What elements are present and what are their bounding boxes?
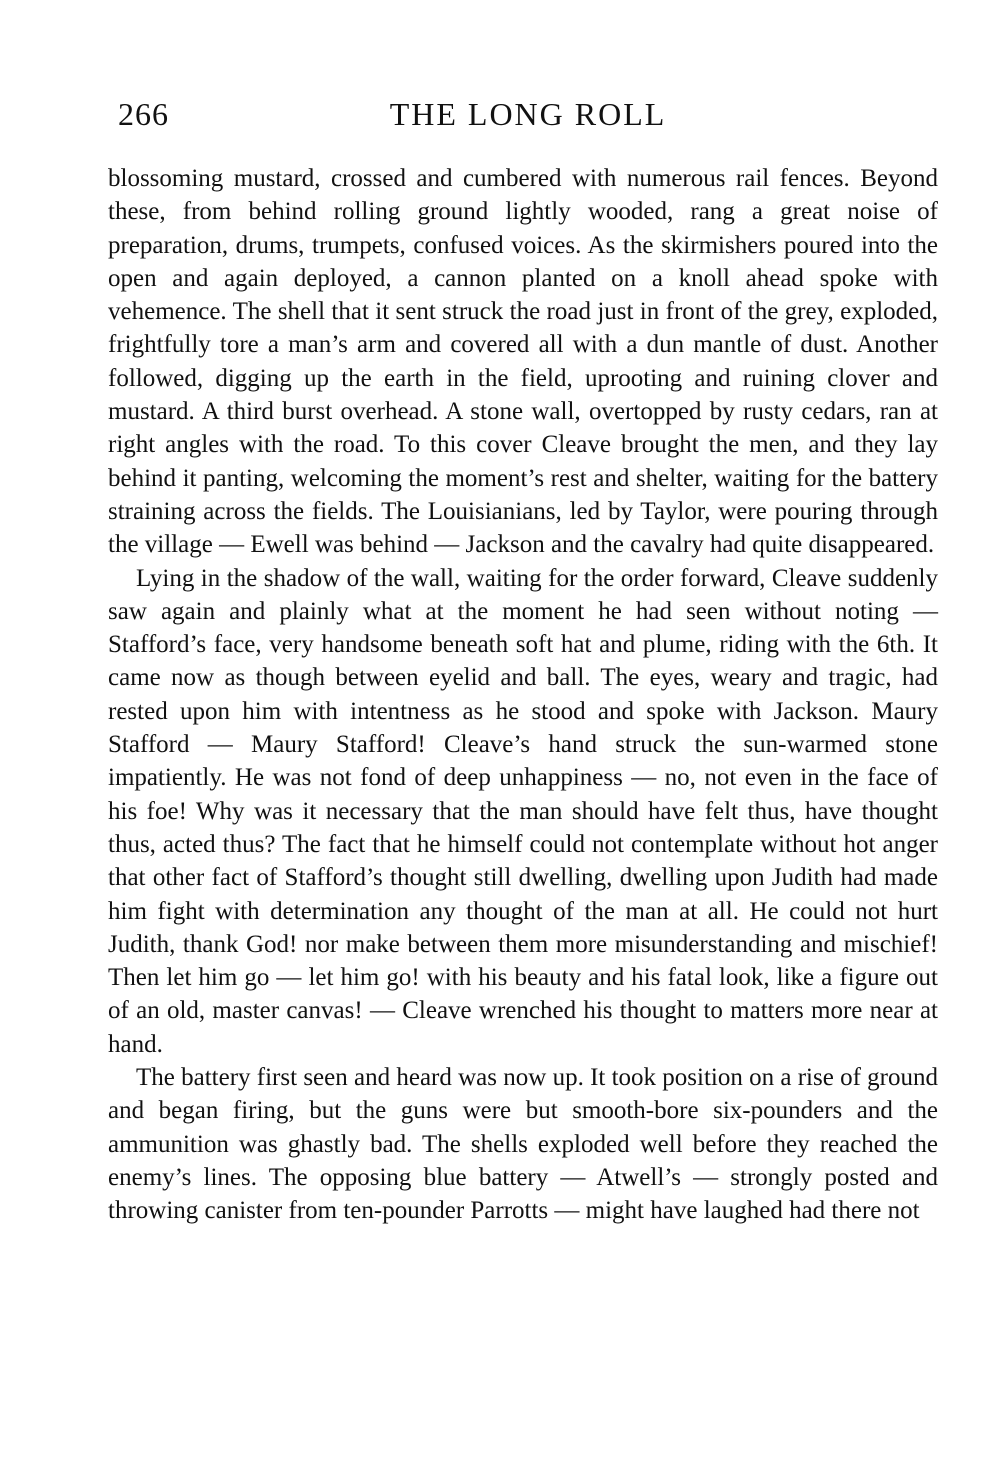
page-header <box>118 96 938 140</box>
paragraph-1: blossoming mustard, crossed and cumbered with numerous rail fences. Beyond these, from behind rolling ground lightly wooded, rang a great noise of preparation, drums, trumpets, confused voices. As the skirmishers poured into the open and again deployed, a cannon planted on a knoll ahead spoke with vehemence. The shell that it sent struck the road just in front of the grey, exploded, frightfully tore a man’s arm and covered all with a dun mantle of dust. Another followed, digging up the earth in the field, uprooting and ruining clover and mustard. A third burst overhead. A stone wall, overtopped by rusty cedars, ran at right angles with the road. To this cover Cleave brought the men, and they lay behind it panting, welcoming the moment’s rest and shelter, waiting for the battery straining across the fields. The Louisianians, led by Taylor, were pouring through the village — Ewell was behind — Jackson and the cavalry had quite disappeared. <box>108 165 938 559</box>
body-text <box>108 162 938 1228</box>
paragraph-2: Lying in the shadow of the wall, waiting for the order forward, Cleave suddenly saw again and plainly what at the moment he had seen without noting — Stafford’s face, very handsome beneath soft hat and plume, riding with the 6th. It came now as though between eyelid and ball. The eyes, weary and tragic, had rested upon him with intentness as he stood and spoke with Jackson. Maury Stafford — Maury Stafford! Cleave’s hand struck the sun-warmed stone impatiently. He was not fond of deep unhappiness — no, not even in the face of his foe! Why was it necessary that the man should have felt thus, have thought thus, acted thus? The fact that he himself could not contemplate without hot anger that other fact of Stafford’s thought still dwelling, dwelling upon Judith had made him fight with determination any thought of the man at all. He could not hurt Judith, thank God! nor make between them more misunderstanding and mischief! Then let him go — let him go! with his beauty and his fatal look, like a figure out of an old, master canvas! — Cleave wrenched his thought to matters more near at hand. <box>108 564 938 1058</box>
paragraph-3: The battery first seen and heard was now up. It took position on a rise of ground and began firing, but the guns were but smooth-bore six-pounders and the ammunition was ghastly bad. The shells exploded well before they reached the enemy’s lines. The opposing blue battery — Atwell’s — strongly posted and throwing canister from ten-pounder Parrotts — might have laughed had there not <box>108 1064 938 1225</box>
page-number: 266 <box>118 96 169 132</box>
running-title: THE LONG ROLL <box>389 96 667 132</box>
